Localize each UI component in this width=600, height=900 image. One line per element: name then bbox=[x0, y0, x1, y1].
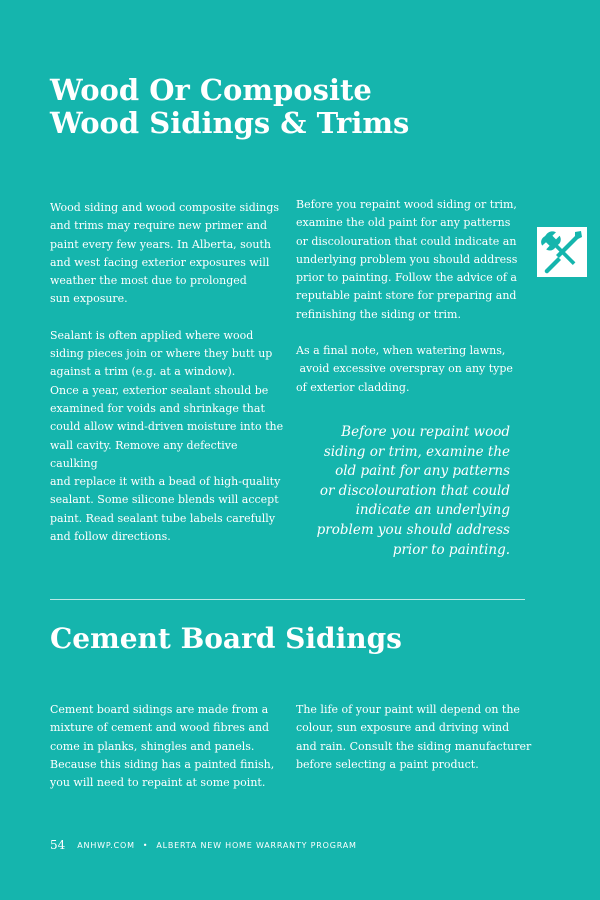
text-line: Once a year, exterior sealant should be bbox=[50, 383, 269, 397]
text-line: prior to painting. Follow the advice of a bbox=[296, 271, 517, 285]
text-line: Cement board sidings are made from a bbox=[50, 703, 269, 716]
paragraph bbox=[50, 327, 285, 547]
text-line: examine the old paint for any patterns bbox=[296, 216, 511, 230]
paragraph bbox=[50, 199, 285, 309]
text-line: sealant. Some silicone blends will accept bbox=[50, 493, 279, 507]
text-line: reputable paint store for preparing and bbox=[296, 289, 517, 303]
tools-icon bbox=[537, 227, 587, 277]
footer-program: ALBERTA NEW HOME WARRANTY PROGRAM bbox=[156, 840, 357, 850]
text-line: As a final note, when watering lawns, bbox=[296, 344, 506, 358]
text-line: avoid excessive overspray on any type bbox=[296, 362, 513, 376]
quote-line: or discolouration that could bbox=[319, 482, 510, 499]
text-line: Before you repaint wood siding or trim, bbox=[296, 198, 517, 211]
text-line: of exterior cladding. bbox=[296, 380, 410, 394]
text-line: mixture of cement and wood fibres and bbox=[50, 721, 270, 735]
page-footer bbox=[50, 838, 357, 852]
text-line: Wood siding and wood composite sidings bbox=[50, 201, 280, 214]
text-line: underlying problem you should address bbox=[296, 252, 518, 266]
quote-line: siding or trim, examine the bbox=[323, 443, 510, 460]
section-divider bbox=[50, 599, 525, 600]
section-title-cement: Cement Board Sidings bbox=[50, 622, 402, 655]
page-number: 54 bbox=[50, 838, 66, 852]
quote-line: problem you should address bbox=[316, 521, 510, 538]
paragraph bbox=[296, 701, 536, 774]
text-line: you will need to repaint at some point. bbox=[50, 776, 266, 790]
wood-column-left bbox=[50, 199, 285, 546]
text-line: Because this siding has a painted finish, bbox=[50, 757, 275, 771]
text-line: examined for voids and shrinkage that bbox=[50, 401, 265, 415]
text-line: refinishing the siding or trim. bbox=[296, 307, 461, 321]
wood-column-right bbox=[296, 196, 536, 397]
text-line: and rain. Consult the siding manufacturer bbox=[296, 739, 532, 753]
quote-line: old paint for any patterns bbox=[335, 463, 510, 480]
text-line: could allow wind-driven moisture into the bbox=[50, 420, 284, 434]
wrench-screwdriver-icon bbox=[537, 227, 587, 277]
paragraph bbox=[50, 701, 285, 792]
text-line: or discolouration that could indicate an bbox=[296, 234, 517, 248]
text-line: colour, sun exposure and driving wind bbox=[296, 721, 510, 735]
cement-column-right bbox=[296, 701, 536, 774]
paragraph bbox=[296, 196, 536, 324]
quote-line: Before you repaint wood bbox=[341, 424, 510, 440]
text-line: weather the most due to prolonged bbox=[50, 274, 247, 288]
cement-column-left bbox=[50, 701, 285, 792]
section-title-line: Wood Sidings & Trims bbox=[50, 106, 410, 140]
text-line: come in planks, shingles and panels. bbox=[50, 739, 255, 753]
footer-bullet: • bbox=[142, 840, 149, 850]
paragraph bbox=[296, 342, 536, 397]
text-line: and trims may require new primer and bbox=[50, 219, 268, 233]
text-line: sun exposure. bbox=[50, 292, 128, 306]
text-line: before selecting a paint product. bbox=[296, 757, 479, 771]
text-line: and replace it with a bead of high-quality bbox=[50, 475, 281, 489]
text-line: paint. Read sealant tube labels carefully bbox=[50, 511, 276, 525]
pull-quote bbox=[300, 423, 510, 560]
section-title-wood bbox=[50, 74, 409, 140]
quote-line: prior to painting. bbox=[392, 541, 510, 558]
text-line: and west facing exterior exposures will bbox=[50, 255, 270, 269]
footer-site-link[interactable]: ANHWP.COM bbox=[77, 840, 135, 850]
text-line: and follow directions. bbox=[50, 530, 171, 544]
quote-line: indicate an underlying bbox=[355, 502, 510, 519]
section-title-line: Wood Or Composite bbox=[50, 73, 372, 107]
text-line: siding pieces join or where they butt up bbox=[50, 347, 273, 361]
text-line: The life of your paint will depend on the bbox=[296, 703, 520, 716]
text-line: wall cavity. Remove any defective caulking bbox=[50, 438, 238, 470]
text-line: paint every few years. In Alberta, south bbox=[50, 237, 272, 251]
text-line: against a trim (e.g. at a window). bbox=[50, 365, 236, 379]
text-line: Sealant is often applied where wood bbox=[50, 328, 254, 342]
